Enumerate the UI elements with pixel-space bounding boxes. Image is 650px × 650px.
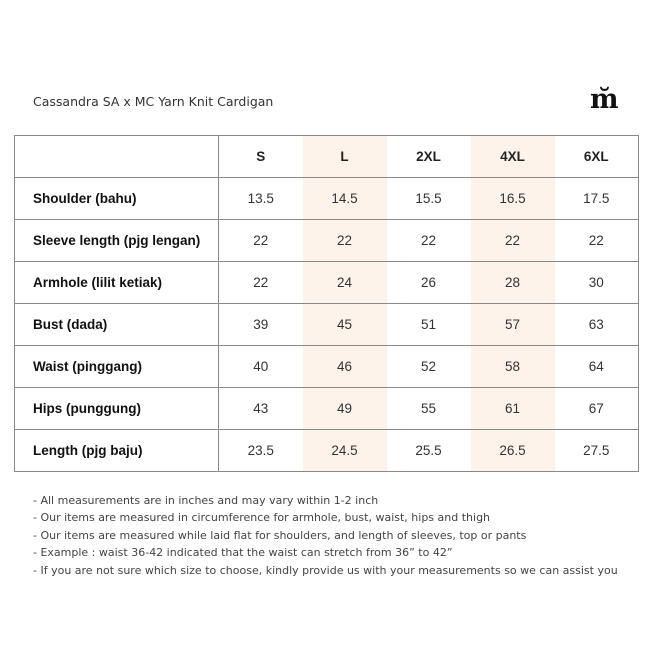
table-cell: 23.5 bbox=[219, 430, 303, 472]
table-cell: 13.5 bbox=[219, 178, 303, 220]
table-cell: 22 bbox=[219, 262, 303, 304]
table-row bbox=[15, 388, 639, 430]
table-row bbox=[15, 304, 639, 346]
size-header-6xl: 6XL bbox=[555, 136, 639, 178]
table-cell: 14.5 bbox=[303, 178, 387, 220]
table-cell: 25.5 bbox=[387, 430, 471, 472]
table-row bbox=[15, 430, 639, 472]
note-line: - All measurements are in inches and may vary within 1-2 inch bbox=[33, 494, 379, 507]
table-cell: 26 bbox=[387, 262, 471, 304]
row-label: Length (pjg baju) bbox=[15, 430, 219, 472]
row-label: Armhole (lilit ketiak) bbox=[15, 262, 219, 304]
table-cell: 67 bbox=[555, 388, 639, 430]
table-cell: 27.5 bbox=[555, 430, 639, 472]
table-cell: 39 bbox=[219, 304, 303, 346]
table-cell: 30 bbox=[555, 262, 639, 304]
table-cell: 46 bbox=[303, 346, 387, 388]
table-cell: 22 bbox=[219, 220, 303, 262]
table-cell: 45 bbox=[303, 304, 387, 346]
table-cell: 22 bbox=[303, 220, 387, 262]
row-label: Hips (punggung) bbox=[15, 388, 219, 430]
measurement-notes bbox=[33, 492, 618, 579]
brand-logo: m̆ bbox=[590, 84, 619, 115]
table-cell: 55 bbox=[387, 388, 471, 430]
note-line: - Our items are measured in circumference for armhole, bust, waist, hips and thigh bbox=[33, 511, 491, 525]
table-cell: 63 bbox=[555, 304, 639, 346]
table-row bbox=[15, 262, 639, 304]
table-row bbox=[15, 220, 639, 262]
table-cell: 22 bbox=[555, 220, 639, 262]
table-row bbox=[15, 178, 639, 220]
table-cell: 40 bbox=[219, 346, 303, 388]
table-cell: 61 bbox=[471, 388, 555, 430]
header-row bbox=[15, 136, 639, 178]
size-header-s: S bbox=[219, 136, 303, 178]
row-label: Sleeve length (pjg lengan) bbox=[15, 220, 219, 262]
row-label: Bust (dada) bbox=[15, 304, 219, 346]
table-row bbox=[15, 346, 639, 388]
row-label: Waist (pinggang) bbox=[15, 346, 219, 388]
size-header-4xl: 4XL bbox=[471, 136, 555, 178]
size-header-l: L bbox=[303, 136, 387, 178]
table-cell: 17.5 bbox=[555, 178, 639, 220]
table-cell: 24.5 bbox=[303, 430, 387, 472]
table-cell: 22 bbox=[387, 220, 471, 262]
table-cell: 28 bbox=[471, 262, 555, 304]
table-cell: 51 bbox=[387, 304, 471, 346]
table-cell: 52 bbox=[387, 346, 471, 388]
table-cell: 16.5 bbox=[471, 178, 555, 220]
chart-title: Cassandra SA x MC Yarn Knit Cardigan bbox=[33, 94, 274, 109]
table-cell: 15.5 bbox=[387, 178, 471, 220]
note-line: - If you are not sure which size to choose, kindly provide us with your measurements so we can assist you bbox=[33, 563, 618, 577]
size-chart-table bbox=[14, 135, 639, 472]
header-empty-cell bbox=[15, 136, 219, 178]
size-header-2xl: 2XL bbox=[387, 136, 471, 178]
table-cell: 49 bbox=[303, 388, 387, 430]
note-line: - Example : waist 36-42 indicated that the waist can stretch from 36” to 42” bbox=[33, 546, 453, 560]
table-cell: 58 bbox=[471, 346, 555, 388]
table-cell: 26.5 bbox=[471, 430, 555, 472]
note-line: - Our items are measured while laid flat for shoulders, and length of sleeves, top or pants bbox=[33, 528, 527, 542]
table-cell: 57 bbox=[471, 304, 555, 346]
table-cell: 43 bbox=[219, 388, 303, 430]
table-cell: 22 bbox=[471, 220, 555, 262]
table-cell: 24 bbox=[303, 262, 387, 304]
row-label: Shoulder (bahu) bbox=[15, 178, 219, 220]
table-cell: 64 bbox=[555, 346, 639, 388]
